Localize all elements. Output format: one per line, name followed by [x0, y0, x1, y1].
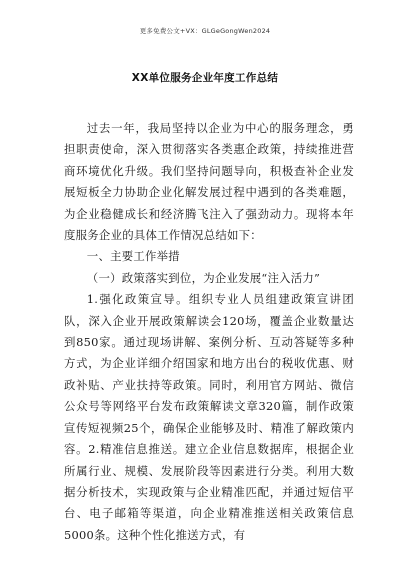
- section-heading: 一、主要工作举措: [86, 249, 180, 264]
- subsection-heading: （一）政策落实到位，为企业发展“注入活力”: [86, 270, 321, 285]
- document-title: XX单位服务企业年度工作总结: [131, 72, 279, 84]
- intro-paragraph: 过去一年，我局坚持以企业为中心的服务理念，勇担职责使命，深入贯彻落实各类惠企政策，持续推进营商环境优化升级。我们坚持问题导向，积极查补企业发展短板全力协助企业化解发展过程中遇到的各类难题，为企业稳健成长和经济腾飞注入了强劲动力。现将本年度服务企业的具体工作情况总结如下：: [64, 121, 354, 243]
- header-note: 更多免费公文+VX：GLGeGongWen2024: [139, 27, 271, 35]
- document-body: [64, 118, 354, 546]
- body-paragraph: 1.强化政策宣导。组织专业人员组建政策宣讲团队，深入企业开展政策解读会120场，覆盖企业数量达到850家。通过现场讲解、案例分析、互动答疑等多种方式，为企业详细介绍国家和地方出台的税收优惠、财政补贴、产业扶持等政策。同时，利用官方网站、微信公众号等网络平台发布政策解读文章320篇，制作政策宣传短视频25个，确保企业能够及时、精准了解政策内容。2.精准信息推送。建立企业信息数据库，根据企业所属行业、规模、发展阶段等因素进行分类。利用大数据分析技术，实现政策与企业精准匹配，并通过短信平台、电子邮箱等渠道，向企业精准推送相关政策信息5000条。这种个性化推送方式，有: [64, 292, 354, 542]
